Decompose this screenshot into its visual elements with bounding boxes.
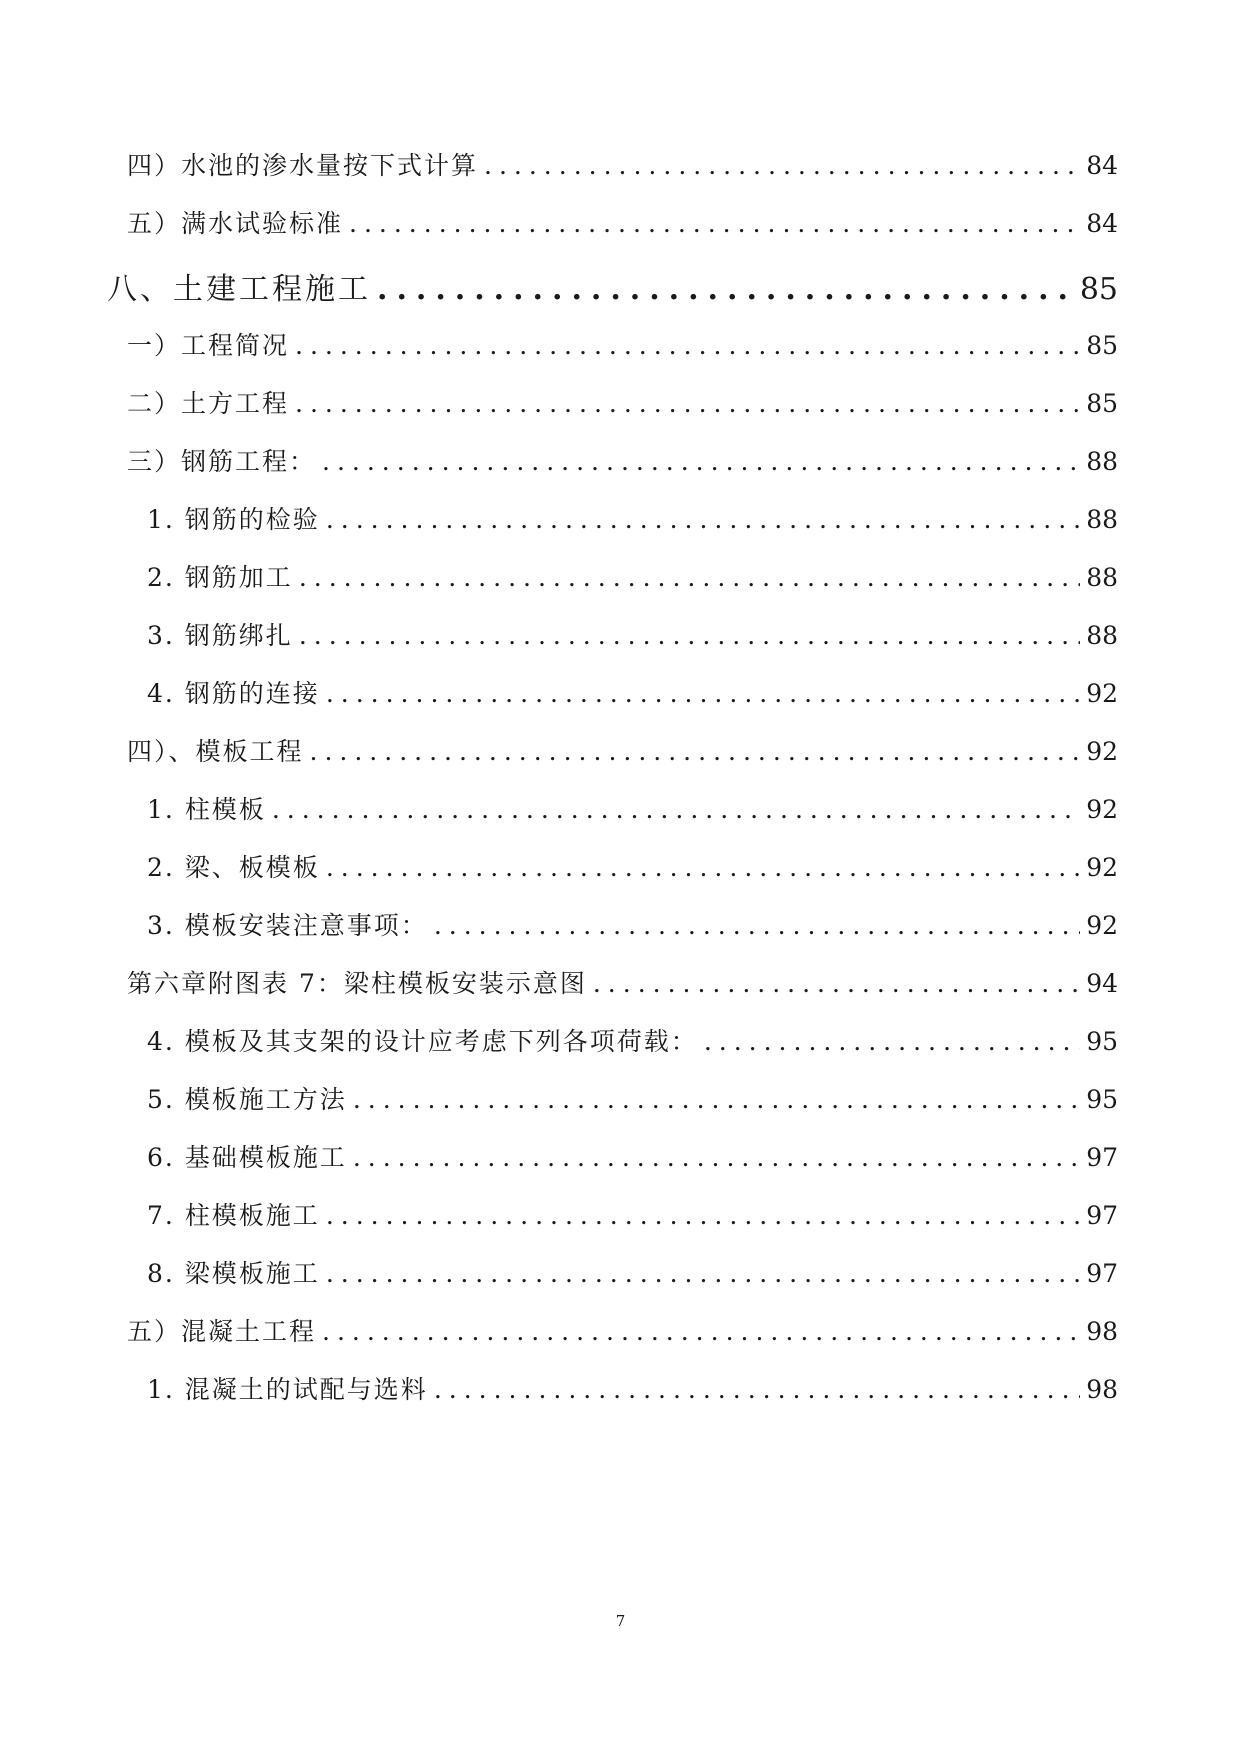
toc-entry-title: 第六章附图表 7：梁柱模板安装示意图	[127, 969, 587, 998]
toc-entry[interactable]	[127, 732, 1118, 768]
toc-entry-page: 98	[1086, 1317, 1118, 1346]
toc-leader-dots	[593, 969, 1080, 998]
toc-leader-dots	[484, 151, 1080, 180]
toc-entry[interactable]	[127, 964, 1118, 1000]
toc-entry[interactable]	[127, 1312, 1118, 1348]
toc-entry[interactable]	[147, 1254, 1118, 1290]
toc-entry-title: 1. 混凝土的试配与选料	[147, 1375, 428, 1404]
toc-leader-dots	[295, 389, 1080, 418]
toc-leader-dots	[326, 853, 1080, 882]
toc-entry-page: 97	[1086, 1259, 1118, 1288]
toc-entry-title: 2. 钢筋加工	[147, 563, 293, 592]
toc-entry-page: 98	[1086, 1375, 1118, 1404]
toc-leader-dots	[434, 911, 1080, 940]
toc-entry[interactable]	[127, 442, 1118, 478]
toc-entry-page: 95	[1086, 1027, 1118, 1056]
toc-leader-dots	[353, 1085, 1080, 1114]
toc-entry[interactable]	[147, 674, 1118, 710]
toc-leader-dots	[326, 1201, 1080, 1230]
toc-leader-dots	[272, 795, 1080, 824]
toc-entry-title: 1. 钢筋的检验	[147, 505, 320, 534]
toc-entry-page: 94	[1086, 969, 1118, 998]
toc-leader-dots	[353, 1143, 1080, 1172]
toc-entry-title: 2. 梁、板模板	[147, 853, 320, 882]
page-number: 7	[615, 1612, 626, 1630]
toc-entry-page: 88	[1086, 505, 1118, 534]
toc-entry-page: 88	[1086, 621, 1118, 650]
toc-entry[interactable]	[147, 558, 1118, 594]
toc-entry-title: 6. 基础模板施工	[147, 1143, 347, 1172]
toc-entry-page: 85	[1079, 272, 1118, 307]
toc-entry[interactable]	[147, 500, 1118, 536]
toc-entry[interactable]	[147, 616, 1118, 652]
toc-entry-page: 84	[1086, 151, 1118, 180]
toc-leader-dots	[704, 1027, 1080, 1056]
toc-chapter-entry[interactable]	[107, 264, 1118, 308]
toc-leader-dots	[434, 1375, 1080, 1404]
toc-entry-page: 97	[1086, 1201, 1118, 1230]
toc-entry-title: 八、土建工程施工	[107, 272, 371, 307]
toc-entry-title: 三）钢筋工程：	[127, 447, 317, 476]
toc-entry[interactable]	[147, 906, 1118, 942]
toc-entry-title: 五）满水试验标准	[127, 209, 344, 238]
toc-leader-dots	[322, 1317, 1080, 1346]
toc-leader-dots	[299, 563, 1080, 592]
toc-leader-dots	[349, 209, 1080, 238]
toc-entry-title: 一）工程简况	[127, 331, 290, 360]
toc-entry-page: 85	[1086, 389, 1118, 418]
toc-entry[interactable]	[127, 204, 1118, 240]
toc-entry-page: 92	[1086, 911, 1118, 940]
toc-entry-title: 8. 梁模板施工	[147, 1259, 320, 1288]
toc-entry-title: 四）水池的渗水量按下式计算	[127, 151, 479, 180]
toc-leader-dots	[377, 272, 1074, 307]
toc-entry[interactable]	[127, 326, 1118, 362]
toc-entry-page: 92	[1086, 737, 1118, 766]
toc-leader-dots	[326, 679, 1080, 708]
toc-leader-dots	[322, 447, 1080, 476]
toc-entry-title: 5. 模板施工方法	[147, 1085, 347, 1114]
toc-leader-dots	[310, 737, 1081, 766]
toc-entry-title: 7. 柱模板施工	[147, 1201, 320, 1230]
toc-entry[interactable]	[147, 1370, 1118, 1406]
toc-entry-page: 92	[1086, 853, 1118, 882]
toc-entry-page: 88	[1086, 447, 1118, 476]
toc-entry-title: 4. 钢筋的连接	[147, 679, 320, 708]
toc-entry[interactable]	[147, 1196, 1118, 1232]
toc-entry-page: 85	[1086, 331, 1118, 360]
toc-entry[interactable]	[127, 146, 1118, 182]
toc-leader-dots	[326, 1259, 1080, 1288]
toc-entry-title: 3. 钢筋绑扎	[147, 621, 293, 650]
toc-entry-title: 五）混凝土工程	[127, 1317, 317, 1346]
toc-entry-page: 84	[1086, 209, 1118, 238]
toc-entry[interactable]	[127, 384, 1118, 420]
toc-entry-title: 四）、模板工程	[127, 737, 304, 766]
toc-entry-page: 95	[1086, 1085, 1118, 1114]
toc-entry-page: 97	[1086, 1143, 1118, 1172]
toc-leader-dots	[295, 331, 1080, 360]
toc-entry[interactable]	[147, 1138, 1118, 1174]
toc-leader-dots	[326, 505, 1080, 534]
toc-entry-title: 1. 柱模板	[147, 795, 266, 824]
toc-leader-dots	[299, 621, 1080, 650]
toc-entry-title: 4. 模板及其支架的设计应考虑下列各项荷载：	[147, 1027, 698, 1056]
toc-entry[interactable]	[147, 790, 1118, 826]
toc-entry[interactable]	[147, 1080, 1118, 1116]
toc-entry-page: 88	[1086, 563, 1118, 592]
toc-entry[interactable]	[147, 1022, 1118, 1058]
toc-entry-title: 二）土方工程	[127, 389, 290, 418]
toc-entry-page: 92	[1086, 795, 1118, 824]
toc-entry[interactable]	[147, 848, 1118, 884]
toc-entry-page: 92	[1086, 679, 1118, 708]
toc-entry-title: 3. 模板安装注意事项：	[147, 911, 428, 940]
